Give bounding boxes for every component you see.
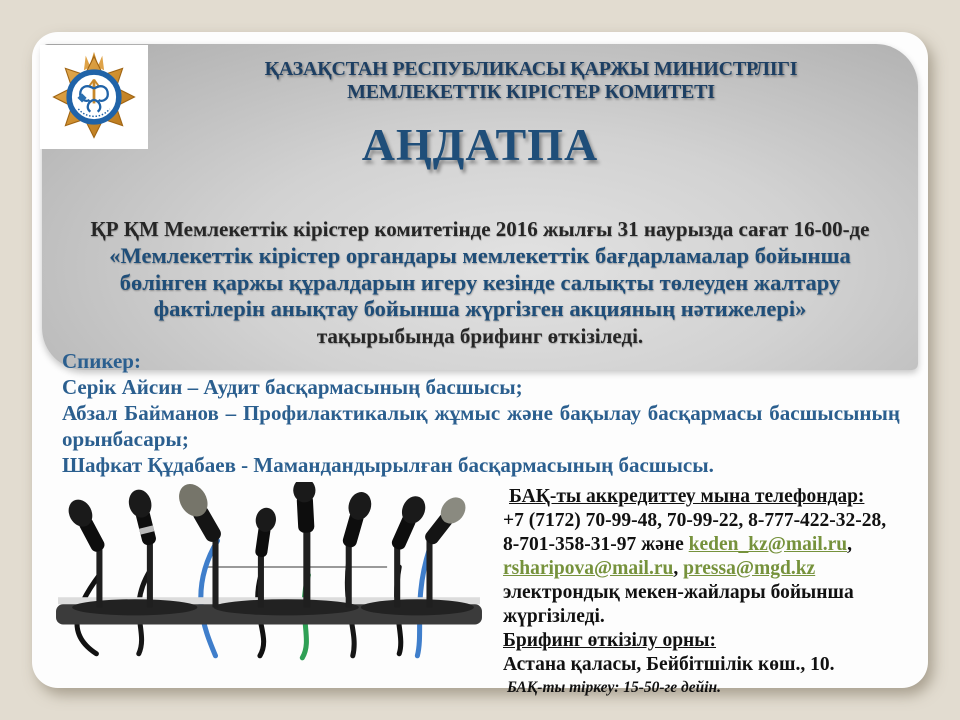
- comma-separator: ,: [673, 558, 684, 579]
- announcement-intro: ҚР ҚМ Мемлекеттік кірістер комитетінде 2016 жылғы 31 наурызда сағат 16-00-де: [90, 217, 870, 241]
- announcement-block: [58, 216, 902, 350]
- phones-line-1: +7 (7172) 70-99-48, 70-99-22, 8-777-422-32-28,: [503, 510, 887, 531]
- press-microphones-image: [54, 482, 484, 662]
- email-link-pressa[interactable]: pressa@mgd.kz: [683, 558, 816, 579]
- slide-canvas: [32, 32, 928, 696]
- announcement-topic-line: бөлінген қаржы құралдарын игеру кезінде салықты төлеуден жалтару: [119, 269, 841, 295]
- comma: ,: [847, 534, 852, 555]
- phones-line-2-prefix: 8-701-358-31-97 және: [503, 534, 689, 555]
- accreditation-heading: БАҚ-ты аккредиттеу мына телефондар:: [509, 486, 865, 507]
- organization-header: [162, 58, 900, 104]
- logo-box: [40, 45, 148, 149]
- speakers-label: Спикер:: [62, 349, 141, 373]
- slide-title: АҢДАТПА: [361, 119, 599, 170]
- speaker-item: Серік Айсин – Аудит басқармасының басшысы;: [62, 375, 523, 399]
- speaker-item: Шафкат Құдабаев - Мамандандырылған басқармасының басшысы.: [62, 453, 714, 477]
- announcement-topic-line: фактілерін анықтау бойынша жүргізген акцияның нәтижелері»: [153, 296, 807, 321]
- speakers-block: [62, 348, 900, 478]
- email-link-rsharipova[interactable]: rsharipova@mail.ru: [503, 558, 674, 579]
- emails-note-line-2: жүргізіледі.: [503, 606, 605, 627]
- announcement-topic-line: «Мемлекеттік кірістер органдары мемлекеттік бағдарламалар бойынша: [109, 243, 851, 268]
- phones-line-2: [503, 533, 949, 557]
- accreditation-block: [503, 485, 949, 699]
- venue-address: Астана қаласы, Бейбітшілік көш., 10.: [503, 654, 835, 675]
- emails-note-line-1: электрондық мекен-жайлары бойынша: [503, 582, 854, 603]
- announcement-outro: тақырыбында брифинг өткізіледі.: [316, 323, 644, 348]
- speaker-item: Абзал Байманов – Профилактикалық жұмыс және бақылау басқармасы басшысының орынбасары;: [62, 401, 900, 451]
- state-revenue-committee-emblem-icon: [48, 51, 140, 143]
- organization-line-2: МЕМЛЕКЕТТІК КІРІСТЕР КОМИТЕТІ: [347, 81, 715, 103]
- organization-line-1: ҚАЗАҚСТАН РЕСПУБЛИКАСЫ ҚАРЖЫ МИНИСТРЛІГІ: [264, 58, 798, 80]
- emails-line: [503, 557, 949, 581]
- venue-heading: Брифинг өткізілу орны:: [503, 630, 717, 651]
- microphones-illustration: [54, 482, 484, 662]
- email-link-keden[interactable]: keden_kz@mail.ru: [688, 534, 848, 555]
- registration-note: БАҚ-ты тіркеу: 15-50-ге дейін.: [507, 679, 722, 696]
